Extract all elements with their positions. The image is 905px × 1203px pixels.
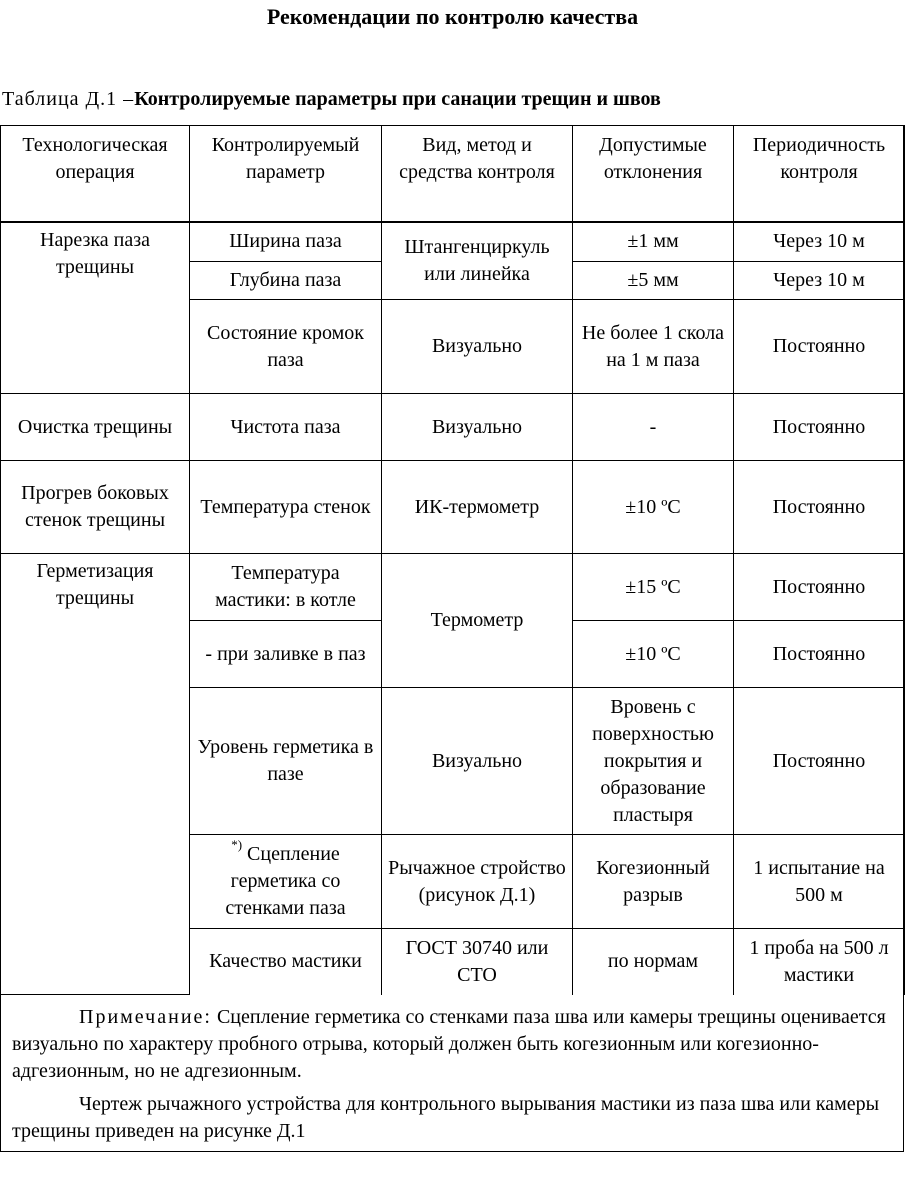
periodicity-cell: Через 10 м	[734, 262, 905, 300]
quality-control-table	[0, 125, 905, 995]
note-paragraph: Чертеж рычажного устройства для контрольного вырывания мастики из паза шва или камеры трещины приведен на рисунке Д.1	[12, 1093, 880, 1142]
tolerance-cell: ±15 ºС	[573, 554, 734, 621]
parameter-cell: Температура стенок	[190, 461, 382, 554]
parameter-cell: - при заливке в паз	[190, 621, 382, 688]
tolerance-cell: ±10 ºС	[573, 461, 734, 554]
header-parameter: Контролируемый параметр	[190, 126, 382, 222]
periodicity-cell: Постоянно	[734, 621, 905, 688]
page-title: Рекомендации по контролю качества	[266, 4, 639, 29]
tolerance-cell: по нормам	[573, 929, 734, 995]
periodicity-cell: 1 испытание на 500 м	[734, 835, 905, 929]
parameter-cell: Глубина паза	[190, 262, 382, 300]
method-cell: Визуально	[382, 300, 573, 394]
method-cell: ИК-термометр	[382, 461, 573, 554]
parameter-cell: Чистота паза	[190, 394, 382, 461]
periodicity-cell: Постоянно	[734, 554, 905, 621]
header-operation: Технологическая операция	[1, 126, 190, 222]
parameter-cell: Ширина паза	[190, 222, 382, 262]
table-row	[1, 461, 905, 554]
method-cell: Рычажное стройство (рисунок Д.1)	[382, 835, 573, 929]
parameter-text: Сцепление герметика со стенками паза	[225, 843, 346, 919]
operation-cell: Очистка трещины	[1, 394, 190, 461]
tolerance-cell: Когезионный разрыв	[573, 835, 734, 929]
table-header-row	[1, 126, 905, 222]
tolerance-cell: ±1 мм	[573, 222, 734, 262]
periodicity-cell: Постоянно	[734, 394, 905, 461]
tolerance-cell: ±10 ºС	[573, 621, 734, 688]
header-method: Вид, метод и средства контроля	[382, 126, 573, 222]
parameter-cell: Уровень герметика в пазе	[190, 688, 382, 835]
operation-cell: Прогрев боковых стенок трещины	[1, 461, 190, 554]
periodicity-cell: Постоянно	[734, 300, 905, 394]
periodicity-cell: 1 проба на 500 л мастики	[734, 929, 905, 995]
periodicity-cell: Через 10 м	[734, 222, 905, 262]
method-cell: ГОСТ 30740 или СТО	[382, 929, 573, 995]
method-cell: Визуально	[382, 394, 573, 461]
method-cell: Термометр	[382, 554, 573, 688]
parameter-cell	[190, 835, 382, 929]
parameter-cell: Состояние кромок паза	[190, 300, 382, 394]
table-row	[1, 222, 905, 262]
table-notes	[12, 1004, 898, 1145]
table-caption	[2, 88, 661, 111]
periodicity-cell: Постоянно	[734, 688, 905, 835]
note-text: Сцепление герметика со стенками паза шва или камеры трещины оценивается визуально по характеру пробного отрыва, который должен быть когезионным или когезионно-адгезионным, но не адгезионным.	[12, 1006, 886, 1082]
caption-prefix: Таблица Д.1 –	[2, 88, 135, 110]
footnote-mark: *)	[231, 837, 243, 853]
header-tolerance: Допустимые отклонения	[573, 126, 734, 222]
header-periodicity: Периодичность контроля	[734, 126, 905, 222]
periodicity-cell: Постоянно	[734, 461, 905, 554]
operation-cell: Нарезка паза трещины	[1, 222, 190, 394]
method-cell: Штангенциркуль или линейка	[382, 222, 573, 300]
tolerance-cell: Не более 1 скола на 1 м паза	[573, 300, 734, 394]
caption-title: Контролируемые параметры при санации трещин и швов	[134, 88, 661, 110]
table-row	[1, 394, 905, 461]
tolerance-cell: ±5 мм	[573, 262, 734, 300]
parameter-cell: Качество мастики	[190, 929, 382, 995]
note-paragraph	[12, 1004, 898, 1085]
tolerance-cell: -	[573, 394, 734, 461]
note-label: Примечание:	[79, 1006, 212, 1028]
table-row	[1, 554, 905, 621]
operation-cell: Герметизация трещины	[1, 554, 190, 995]
tolerance-cell: Вровень с поверхностью покрытия и образование пластыря	[573, 688, 734, 835]
parameter-cell: Температура мастики: в котле	[190, 554, 382, 621]
method-cell: Визуально	[382, 688, 573, 835]
